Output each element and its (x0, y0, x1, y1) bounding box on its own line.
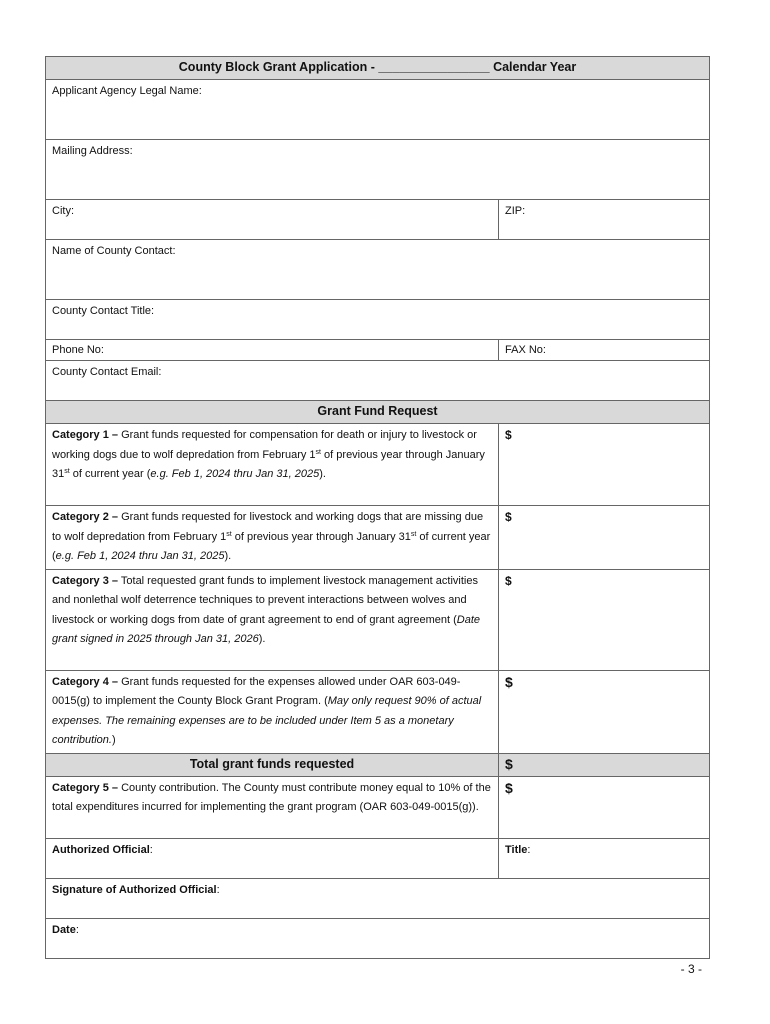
category-2-description (46, 506, 499, 570)
county-contact-title-field[interactable] (46, 300, 710, 340)
category-2-text-c: of current year ( (52, 530, 491, 562)
date-colon: : (75, 923, 79, 936)
fax-field[interactable] (499, 340, 710, 361)
category-4-dollar: $ (505, 673, 513, 690)
official-title-label: Title (505, 843, 528, 856)
official-title-field[interactable] (499, 838, 710, 878)
grant-fund-request-heading (46, 401, 710, 424)
category-1-sup-a: st (315, 448, 321, 456)
agency-name-label: Applicant Agency Legal Name: (52, 85, 202, 97)
category-5-label: Category 5 – (52, 781, 119, 794)
fax-label: FAX No: (505, 344, 546, 356)
category-1-amount-field[interactable] (499, 424, 710, 506)
category-2-text-a: Grant funds requested for livestock and working dogs that are missing due to wolf depredation from February 1 (52, 511, 484, 543)
category-4-note: May only request 90% of actual expenses. The remaining expenses are to be included under Item 5 as a monetary contribution. (52, 695, 482, 746)
county-contact-email-field[interactable] (46, 361, 710, 401)
category-2-dollar: $ (505, 510, 512, 524)
category-1-sup-b: st (64, 468, 70, 475)
category-1-example: e.g. Feb 1, 2024 thru Jan 31, 2025 (150, 468, 320, 480)
category-3-text-a: Total requested grant funds to implement livestock management activities and nonlethal wolf deterrence techniques to prevent interactions between wolves and livestock or working dogs from date of grant agreement to end of grant agreement ( (52, 574, 478, 626)
total-grant-funds-label-cell (46, 753, 499, 776)
category-1-description (46, 424, 499, 506)
total-dollar: $ (505, 755, 513, 772)
category-4-amount-field[interactable] (499, 670, 710, 753)
authorized-official-colon: : (149, 843, 153, 856)
calendar-year-blank[interactable]: ________________ (378, 60, 490, 74)
category-2-sup-b: st (410, 530, 417, 538)
category-4-text-a: Grant funds requested for the expenses allowed under OAR 603-049-0015(g) to implement the County Block Grant Program. ( (52, 675, 461, 707)
date-label: Date (52, 923, 76, 936)
title-prefix: County Block Grant Application - (178, 60, 375, 74)
category-3-amount-field[interactable] (499, 569, 710, 670)
city-field[interactable] (46, 200, 499, 240)
phone-field[interactable] (46, 340, 499, 361)
authorized-official-field[interactable] (46, 838, 499, 878)
category-4-text-b: ) (111, 734, 116, 746)
category-4-description (46, 670, 499, 753)
category-2-text-b: of previous year through January 31 (231, 530, 411, 543)
signature-label: Signature of Authorized Official (52, 883, 217, 896)
grant-fund-request-title: Grant Fund Request (317, 404, 438, 418)
total-grant-funds-amount-field[interactable] (499, 753, 710, 776)
city-label: City: (52, 205, 74, 217)
zip-label: ZIP: (505, 205, 526, 217)
authorized-official-label: Authorized Official (52, 843, 150, 856)
category-2-amount-field[interactable] (499, 506, 710, 570)
category-3-dollar: $ (505, 573, 512, 588)
category-5-description (46, 776, 499, 838)
official-title-colon: : (527, 843, 531, 856)
category-5-text-a: County contribution. The County must contribute money equal to 10% of the total expenditures incurred for implementing the grant program (OAR 603-049-0015(g)). (52, 781, 491, 813)
total-grant-funds-label: Total grant funds requested (189, 756, 355, 771)
category-2-sup-a: st (226, 530, 232, 538)
category-5-amount-field[interactable] (499, 776, 710, 838)
county-contact-title-label: County Contact Title: (52, 305, 155, 317)
signature-colon: : (216, 883, 220, 896)
date-field[interactable] (46, 918, 710, 958)
title-suffix: Calendar Year (493, 60, 577, 74)
category-3-text-b: ). (258, 633, 266, 645)
form-title (46, 57, 710, 80)
signature-field[interactable] (46, 878, 710, 918)
county-contact-email-label: County Contact Email: (52, 366, 162, 378)
category-1-label: Category 1 – (52, 429, 119, 441)
category-3-example: Date grant signed in 2025 through Jan 31, 2026 (52, 613, 481, 645)
category-4-label: Category 4 – (52, 675, 119, 688)
category-3-label: Category 3 – (52, 574, 119, 587)
category-1-text-b: of previous year through January 31 (52, 448, 485, 480)
zip-field[interactable] (499, 200, 710, 240)
page-number: - 3 - (680, 962, 702, 976)
category-2-example: e.g. Feb 1, 2024 thru Jan 31, 2025 (55, 550, 225, 562)
category-2-text-d: ). (224, 550, 232, 562)
mailing-address-label: Mailing Address: (52, 145, 133, 157)
county-contact-name-label: Name of County Contact: (52, 245, 176, 257)
category-2-label: Category 2 – (52, 511, 119, 523)
category-5-dollar: $ (505, 779, 513, 796)
category-1-text-d: ). (319, 468, 326, 480)
category-3-description (46, 569, 499, 670)
category-1-text-c: of current year ( (69, 468, 151, 480)
phone-label: Phone No: (52, 344, 104, 356)
grant-application-form (45, 56, 710, 959)
category-1-dollar: $ (505, 428, 512, 442)
agency-name-field[interactable] (46, 80, 710, 140)
county-contact-name-field[interactable] (46, 240, 710, 300)
category-1-text-a: Grant funds requested for compensation for death or injury to livestock or working dogs due to wolf depredation from February 1 (52, 429, 477, 461)
mailing-address-field[interactable] (46, 140, 710, 200)
